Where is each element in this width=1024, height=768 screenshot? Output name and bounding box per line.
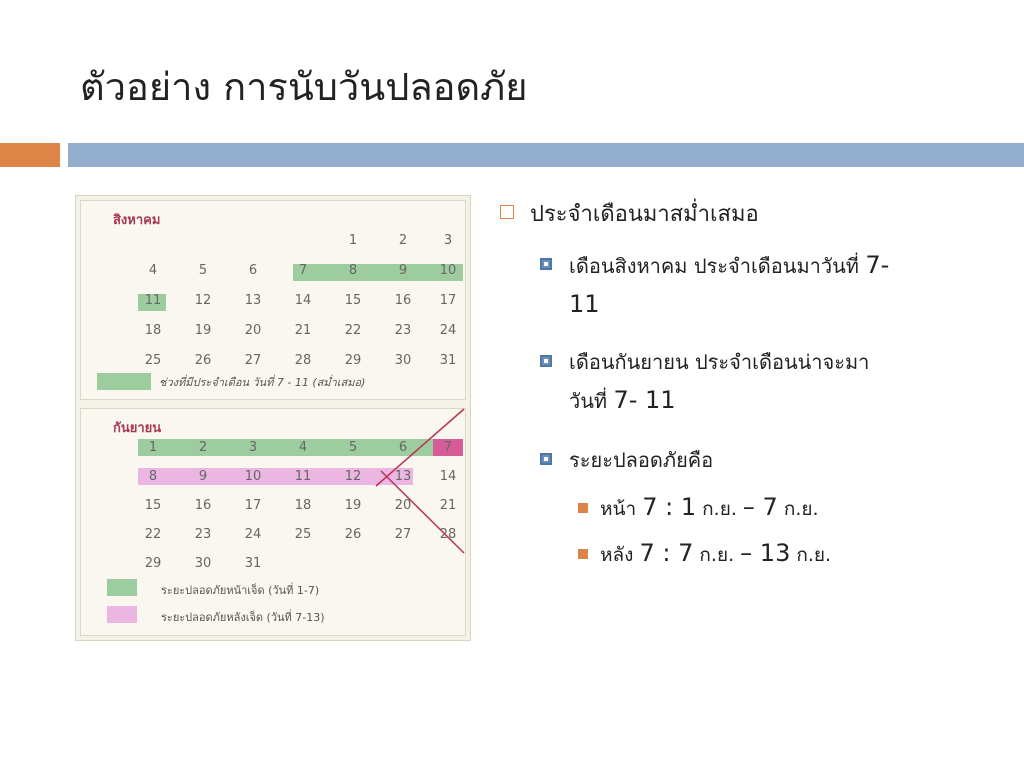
calendar-day: 16: [194, 498, 212, 513]
bullet-square-icon: [500, 205, 514, 219]
september-title: กันยายน: [113, 421, 162, 436]
calendar-day: 10: [439, 263, 457, 278]
cross-out-lines: [76, 196, 470, 640]
calendar-day: 1: [148, 440, 158, 455]
bullet-text: เดือนสิงหาคม ประจำเดือนมาวันที่: [569, 254, 866, 278]
accent-bar-blue: [68, 143, 1024, 167]
calendar-day: 31: [439, 353, 457, 368]
calendar-day: 23: [394, 323, 412, 338]
calendar-day: 1: [348, 233, 358, 248]
bullet-square-icon: [578, 503, 588, 513]
calendar-day: 30: [394, 353, 412, 368]
bullet-text: ระยะปลอดภัยคือ: [569, 448, 714, 472]
bullet-number: 7-: [865, 251, 890, 279]
bullet-text: หน้า: [600, 498, 643, 520]
bullet-number: 7 : 1: [642, 493, 697, 521]
calendar-day: 14: [439, 469, 457, 484]
calendar-day: 17: [244, 498, 262, 513]
calendar-day: 3: [248, 440, 258, 455]
bullet-square-icon: [578, 549, 588, 559]
calendar-day: 15: [144, 498, 162, 513]
calendar-day: 9: [398, 263, 408, 278]
legend-pink-text: ระยะปลอดภัยหลังเจ็ด (วันที่ 7-13): [161, 611, 325, 624]
bullet-after: [600, 539, 831, 570]
bullet-text: หลัง: [600, 544, 640, 566]
bullet-before: [600, 493, 819, 524]
bullet-number: 7- 11: [613, 386, 676, 414]
calendar-day: 24: [244, 527, 262, 542]
calendar-image: [75, 195, 471, 641]
calendar-day: 10: [244, 469, 262, 484]
calendar-day: 8: [148, 469, 158, 484]
calendar-day: 6: [248, 263, 258, 278]
bullet-number: 11: [569, 290, 600, 318]
calendar-day: 24: [439, 323, 457, 338]
calendar-day: 29: [344, 353, 362, 368]
calendar-day: 15: [344, 293, 362, 308]
bullet-level1: [500, 196, 759, 231]
calendar-day: 28: [439, 527, 457, 542]
calendar-day: 16: [394, 293, 412, 308]
calendar-day: 23: [194, 527, 212, 542]
slide-title: ตัวอย่าง การนับวันปลอดภัย: [80, 65, 528, 109]
calendar-day: 7: [298, 263, 308, 278]
calendar-day: 21: [439, 498, 457, 513]
calendar-day: 31: [244, 556, 262, 571]
calendar-day: 21: [294, 323, 312, 338]
legend-green-text: ระยะปลอดภัยหน้าเจ็ด (วันที่ 1-7): [161, 584, 320, 597]
bullet-text: ประจำเดือนมาสม่ำเสมอ: [530, 202, 759, 227]
calendar-day: 3: [443, 233, 453, 248]
calendar-day: 8: [348, 263, 358, 278]
calendar-day: 9: [198, 469, 208, 484]
bullet-square-icon: [540, 258, 552, 270]
accent-bar-orange: [0, 143, 60, 167]
bullet-number: 7 : 7: [639, 539, 694, 567]
bullet-number: – 13: [740, 539, 791, 567]
calendar-day: 2: [398, 233, 408, 248]
calendar-day: 26: [194, 353, 212, 368]
calendar-day: 12: [194, 293, 212, 308]
calendar-day: 29: [144, 556, 162, 571]
calendar-day: 20: [244, 323, 262, 338]
calendar-day: 18: [144, 323, 162, 338]
calendar-day: 7: [443, 440, 453, 455]
calendar-day: 13: [244, 293, 262, 308]
calendar-day: 11: [144, 293, 162, 308]
calendar-day: 22: [344, 323, 362, 338]
calendar-day: 19: [344, 498, 362, 513]
cross-line: [381, 471, 464, 553]
calendar-day: 28: [294, 353, 312, 368]
calendar-day: 25: [294, 527, 312, 542]
calendar-day: 19: [194, 323, 212, 338]
calendar-day: 17: [439, 293, 457, 308]
calendar-day: 14: [294, 293, 312, 308]
calendar-day: 18: [294, 498, 312, 513]
bullet-safe-period: [569, 441, 713, 479]
calendar-day: 4: [298, 440, 308, 455]
calendar-day: 5: [348, 440, 358, 455]
bullet-text: เดือนกันยายน ประจำเดือนน่าจะมา: [569, 350, 870, 374]
calendar-day: 6: [398, 440, 408, 455]
calendar-day: 27: [244, 353, 262, 368]
calendar-day: 2: [198, 440, 208, 455]
cross-line: [376, 409, 464, 486]
august-title: สิงหาคม: [113, 213, 161, 228]
bullet-september: [569, 343, 989, 420]
bullet-text: วันที่: [569, 389, 614, 413]
calendar-day: 5: [198, 263, 208, 278]
bullet-text: ก.ย.: [693, 544, 741, 566]
calendar-day: 27: [394, 527, 412, 542]
bullet-text: ก.ย.: [696, 498, 743, 520]
calendar-day: 30: [194, 556, 212, 571]
calendar-day: 22: [144, 527, 162, 542]
calendar-day: 12: [344, 469, 362, 484]
calendar-day: 26: [344, 527, 362, 542]
calendar-day: 25: [144, 353, 162, 368]
bullet-text: ก.ย.: [777, 498, 819, 520]
bullet-august: [569, 246, 989, 324]
bullet-square-icon: [540, 355, 552, 367]
calendar-day: 4: [148, 263, 158, 278]
calendar-day: 13: [394, 469, 412, 484]
calendar-day: 11: [294, 469, 312, 484]
legend-period-text: ช่วงที่มีประจำเดือน วันที่ 7 - 11 (สม่ำเสมอ): [159, 376, 366, 389]
bullet-number: – 7: [742, 493, 778, 521]
bullet-square-icon: [540, 453, 552, 465]
calendar-day: 20: [394, 498, 412, 513]
bullet-text: ก.ย.: [790, 544, 832, 566]
